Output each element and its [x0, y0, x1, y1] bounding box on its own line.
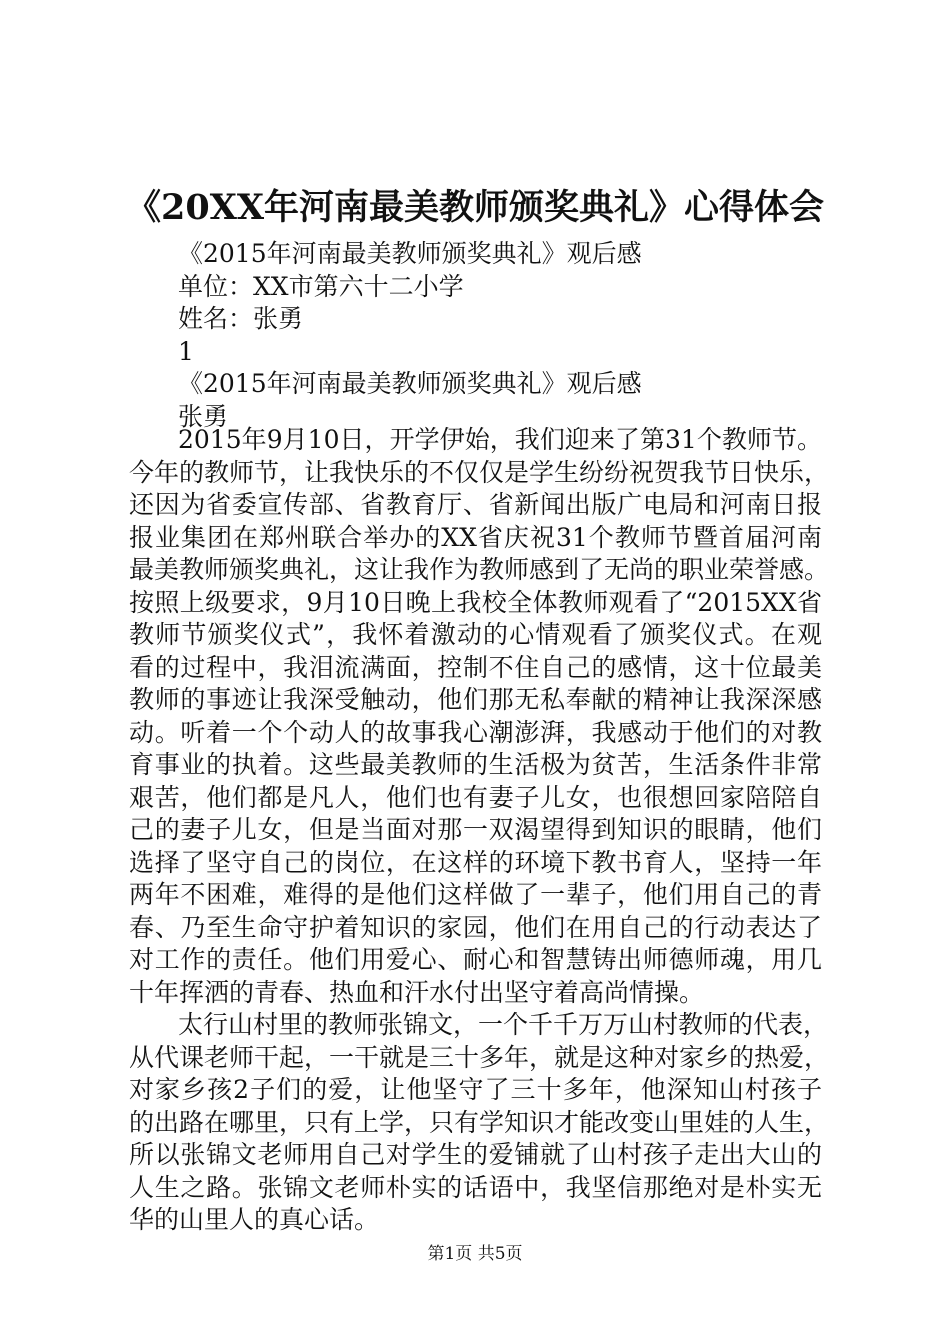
- body-line: 2015年9月10日，开学伊始，我们迎来了第31个教师节。: [178, 425, 822, 454]
- body-line: 从代课老师干起，一干就是三十多年，就是这种对家乡的热爱，: [129, 1042, 830, 1072]
- header-block: [178, 238, 878, 433]
- body-text: [129, 424, 830, 1237]
- body-line: 两年不困难，难得的是他们这样做了一辈子，他们用自己的青: [129, 880, 822, 909]
- body-line: 十年挥洒的青春、热血和汗水付出坚守着高尚情操。: [129, 977, 705, 1007]
- body-line: 育事业的执着。这些最美教师的生活极为贫苦，生活条件非常: [129, 750, 822, 779]
- body-line: 还因为省委宣传部、省教育厅、省新闻出版广电局和河南日报: [129, 490, 822, 519]
- body-line: 华的山里人的真心话。: [129, 1205, 380, 1234]
- header-line-unit: 单位：XX市第六十二小学: [178, 271, 464, 301]
- body-line: 春、乃至生命守护着知识的家园，他们在用自己的行动表达了: [129, 912, 822, 942]
- body-line: 按照上级要求，9月10日晚上我校全体教师观看了“2015XX省: [129, 587, 822, 617]
- body-line: 所以张锦文老师用自己对学生的爱铺就了山村孩子走出大山的: [129, 1140, 822, 1169]
- body-line: 选择了坚守自己的岗位，在这样的环境下教书育人，坚持一年: [129, 847, 822, 877]
- page-footer: 第1页 共5页: [427, 1244, 523, 1264]
- body-line: 教师的事迹让我深受触动，他们那无私奉献的精神让我深深感: [129, 685, 822, 714]
- body-line: 对家乡孩2子们的爱，让他坚守了三十多年，他深知山村孩子: [129, 1075, 822, 1104]
- body-line: 对工作的责任。他们用爱心、耐心和智慧铸出师德师魂，用几: [129, 945, 822, 974]
- header-line-subtitle-repeat: 《2015年河南最美教师颁奖典礼》观后感: [178, 369, 642, 398]
- header-line-number: 1: [178, 336, 194, 366]
- body-line: 看的过程中，我泪流满面，控制不住自己的感情，这十位最美: [129, 652, 822, 682]
- header-line-author: 张勇: [178, 401, 229, 431]
- body-line: 的出路在哪里，只有上学，只有学知识才能改变山里娃的人生，: [129, 1107, 830, 1137]
- header-line-name: 姓名：张勇: [178, 304, 304, 333]
- body-line: 教师节颁奖仪式”，我怀着激动的心情观看了颁奖仪式。在观: [129, 620, 822, 649]
- document-title: 《20XX年河南最美教师颁奖典礼》心得体会: [125, 187, 825, 228]
- body-line: 人生之路。张锦文老师朴实的话语中，我坚信那绝对是朴实无: [129, 1172, 822, 1202]
- body-line: 动。听着一个个动人的故事我心潮澎湃，我感动于他们的对教: [129, 717, 822, 747]
- body-line: 太行山村里的教师张锦文，一个千千万万山村教师的代表，: [178, 1010, 829, 1039]
- body-line: 今年的教师节，让我快乐的不仅仅是学生纷纷祝贺我节日快乐，: [129, 457, 830, 487]
- body-line: 己的妻子儿女，但是当面对那一双渴望得到知识的眼睛，他们: [129, 815, 822, 844]
- body-line: 艰苦，他们都是凡人，他们也有妻子儿女，也很想回家陪陪自: [129, 782, 822, 812]
- body-line: 最美教师颁奖典礼，这让我作为教师感到了无尚的职业荣誉感。: [129, 555, 830, 584]
- header-line-subtitle: 《2015年河南最美教师颁奖典礼》观后感: [178, 239, 642, 268]
- body-line: 报业集团在郑州联合举办的XX省庆祝31个教师节暨首届河南: [129, 522, 822, 552]
